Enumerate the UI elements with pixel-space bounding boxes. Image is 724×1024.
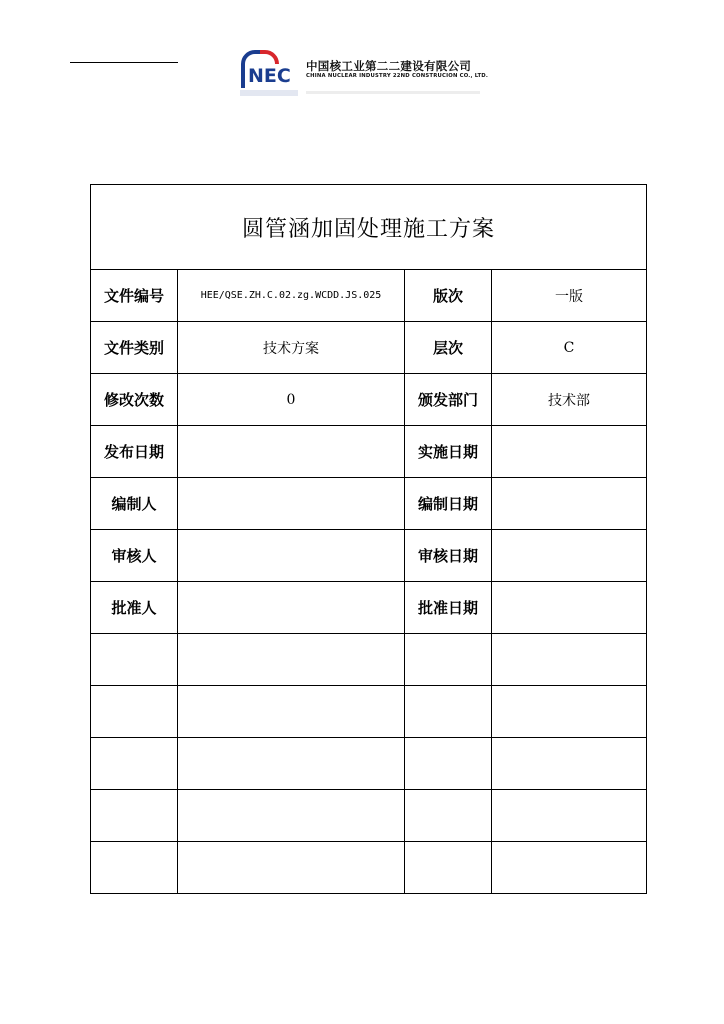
- blank-cell: [405, 686, 492, 738]
- value-revision-count: 0: [178, 374, 405, 426]
- blank-cell: [178, 738, 405, 790]
- blank-cell: [492, 738, 647, 790]
- table-row: [91, 374, 647, 426]
- blank-cell: [178, 686, 405, 738]
- label-file-number: 文件编号: [91, 270, 178, 322]
- table-row: [91, 426, 647, 478]
- label-revision-count: 修改次数: [91, 374, 178, 426]
- company-name-cn: 中国核工业第二二建设有限公司: [306, 59, 472, 73]
- title-row: [91, 185, 647, 270]
- value-release-date: [178, 426, 405, 478]
- table-row: [91, 582, 647, 634]
- nec-logo-icon: [240, 50, 298, 90]
- blank-cell: [91, 842, 178, 894]
- blank-cell: [91, 738, 178, 790]
- blank-cell: [91, 634, 178, 686]
- label-level: 层次: [405, 322, 492, 374]
- blank-cell: [492, 842, 647, 894]
- blank-cell: [91, 686, 178, 738]
- value-reviewer: [178, 530, 405, 582]
- label-effective-date: 实施日期: [405, 426, 492, 478]
- blank-cell: [178, 634, 405, 686]
- label-release-date: 发布日期: [91, 426, 178, 478]
- value-compile-date: [492, 478, 647, 530]
- blank-table-row: [91, 686, 647, 738]
- label-issuing-department: 颁发部门: [405, 374, 492, 426]
- table-row: [91, 270, 647, 322]
- value-level: C: [492, 322, 647, 374]
- label-approver: 批准人: [91, 582, 178, 634]
- blank-cell: [178, 790, 405, 842]
- value-review-date: [492, 530, 647, 582]
- company-logo: [240, 50, 489, 100]
- label-compiler: 编制人: [91, 478, 178, 530]
- label-compile-date: 编制日期: [405, 478, 492, 530]
- document-title: 圆管涵加固处理施工方案: [91, 185, 647, 270]
- company-name-en: CHINA NUCLEAR INDUSTRY 22ND CONSTRUCION CO., LTD.: [306, 73, 489, 79]
- value-file-category: 技术方案: [178, 322, 405, 374]
- label-review-date: 审核日期: [405, 530, 492, 582]
- blank-cell: [178, 842, 405, 894]
- label-reviewer: 审核人: [91, 530, 178, 582]
- value-approval-date: [492, 582, 647, 634]
- value-compiler: [178, 478, 405, 530]
- blank-cell: [492, 790, 647, 842]
- blank-table-row: [91, 842, 647, 894]
- logo-reflection: [240, 90, 480, 96]
- blank-table-row: [91, 634, 647, 686]
- blank-cell: [492, 686, 647, 738]
- label-file-category: 文件类别: [91, 322, 178, 374]
- blank-table-row: [91, 790, 647, 842]
- value-approver: [178, 582, 405, 634]
- blank-cell: [405, 738, 492, 790]
- header-rule: [70, 62, 178, 63]
- label-edition: 版次: [405, 270, 492, 322]
- table-row: [91, 530, 647, 582]
- blank-cell: [405, 790, 492, 842]
- blank-cell: [405, 842, 492, 894]
- blank-table-row: [91, 738, 647, 790]
- blank-cell: [91, 790, 178, 842]
- value-file-number: HEE/QSE.ZH.C.02.zg.WCDD.JS.025: [178, 270, 405, 322]
- table-row: [91, 478, 647, 530]
- label-approval-date: 批准日期: [405, 582, 492, 634]
- document-control-table: [90, 184, 647, 894]
- value-edition: 一版: [492, 270, 647, 322]
- blank-cell: [492, 634, 647, 686]
- logo-mark-text: NEC: [248, 65, 291, 87]
- value-issuing-department: 技术部: [492, 374, 647, 426]
- blank-cell: [405, 634, 492, 686]
- value-effective-date: [492, 426, 647, 478]
- table-row: [91, 322, 647, 374]
